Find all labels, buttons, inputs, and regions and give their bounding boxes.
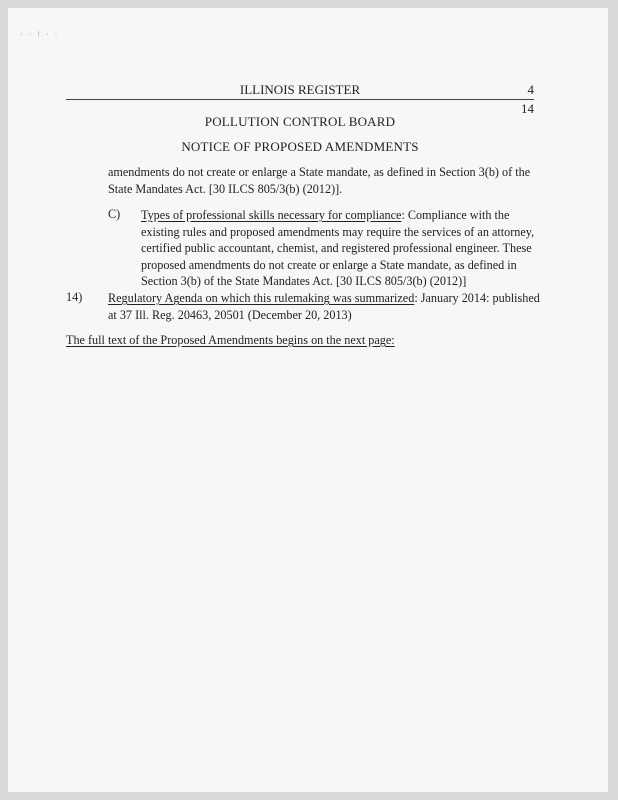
item-c-heading: Types of professional skills necessary for compliance	[141, 208, 402, 222]
item-14-text: : January 2014: published at 37 Ill. Reg. 20463, 20501 (December 20, 2013)	[108, 291, 540, 322]
full-text-note-text: The full text of the Proposed Amendments begins on the next page:	[66, 333, 395, 347]
register-title: ILLINOIS REGISTER	[239, 82, 361, 97]
item-14-label: 14)	[66, 290, 83, 304]
item-c-label: C)	[108, 207, 121, 221]
page-number: 4	[527, 82, 534, 97]
full-text-note	[66, 332, 536, 349]
item-c-text: : Compliance with the existing rules and proposed amendments may require the services of an attorney, certified public accountant, chemist, and registered professional engineer. These proposed amendments do not create or enlarge a State mandate, as defined in Section 3(b) of the State Mandates Act. [30 ILCS 805/3(b) (2012)]	[141, 208, 535, 288]
issue-number: 14	[521, 101, 534, 116]
continued-paragraph: amendments do not create or enlarge a State mandate, as defined in Section 3(b) of the State Mandates Act. [30 ILCS 805/3(b) (2012)].	[108, 165, 531, 196]
item-c-paragraph	[141, 207, 541, 290]
item-14-heading: Regulatory Agenda on which this rulemaking was summarized	[108, 291, 415, 305]
notice-title: NOTICE OF PROPOSED AMENDMENTS	[181, 139, 419, 154]
scan-mark: · · ! · ·	[20, 30, 60, 39]
header-rule	[66, 99, 534, 100]
document-page	[8, 8, 608, 792]
board-name: POLLUTION CONTROL BOARD	[204, 114, 396, 129]
item-14-paragraph	[108, 290, 548, 323]
